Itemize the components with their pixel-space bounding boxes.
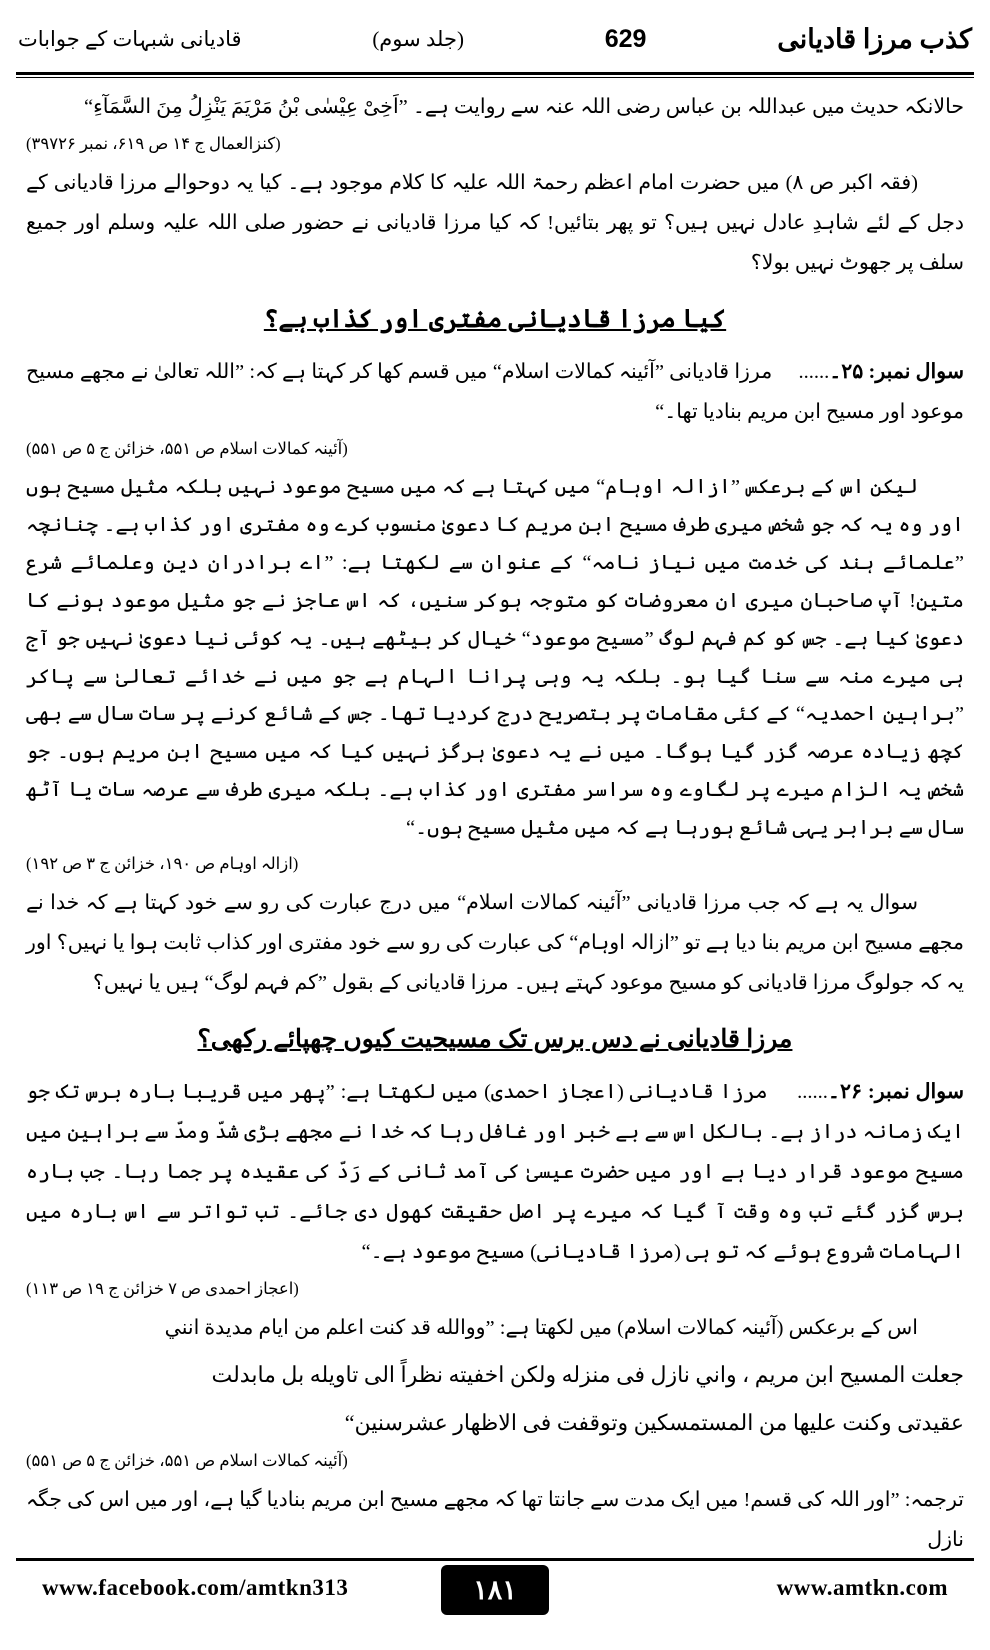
reference-aina-kamalat-1: (آئینہ کمالات اسلام ص ۵۵۱، خزائن ج ۵ ص ۵۵۱)	[26, 438, 348, 458]
reference-kanzul-ummal: (کنزالعمال ج ۱۴ ص ۶۱۹، نمبر ۳۹۷۲۶)	[26, 133, 281, 153]
page-header	[18, 8, 972, 70]
footer-website-link[interactable]: www.amtkn.com	[776, 1575, 948, 1600]
reference-izala-awham: (ازالہ اوہام ص ۱۹۰، خزائن ج ۳ ص ۱۹۲)	[26, 854, 299, 874]
paragraph-analysis: سوال یہ ہے کہ جب مرزا قادیانی ”آئینہ کمالات اسلام“ میں درج عبارت کی رو سے خود کہتا ہے کہ خدا نے مجھے مسیح ابن مریم بنا دیا ہے تو ”ازالہ اوہام“ کی عبارت کی رو سے خود مفتری اور کذاب ثابت ہوا یا نہیں؟ اور یہ کہ جولوگ مرزا قادیانی کو مسیح موعود کہتے ہیں۔ مرزا قادیانی کے بقول ”کم فہم لوگ“ ہیں یا نہیں؟	[26, 892, 964, 995]
arabic-quote-line-1: جعلت المسيح ابن مريم ، واني نازل فى منزله ولكن اخفيته نظراً الى تاويله بل مابدلت	[211, 1361, 964, 1387]
footer-page-number: ۱۸۱	[441, 1565, 549, 1615]
arabic-quote-line-2: عقيدتى وكنت عليها من المستمسكين وتوقفت فى الاظهار عشرسنين“	[344, 1409, 964, 1435]
paragraph-aina-kamalat-intro: اس کے برعکس (آئینہ کمالات اسلام) میں لکھتا ہے: ”ووالله قد كنت اعلم من ايام مديدة انني	[164, 1316, 918, 1339]
page-body	[26, 88, 964, 1561]
question-26-text: مرزا قادیانی (اعجاز احمدی) میں لکھتا ہے: ”پھر میں قریبا بارہ برس تک جو ایک زمانہ دراز ہے۔ بالکل اس سے بے خبر اور غافل رہا کہ خدا نے مجھے بڑی شدّ ومدّ سے براہین میں مسیح موعود قرار دیا ہے اور میں حضرت عیسیٰ کی آمد ثانی کے رَدّ کی عقیدہ پر جما رہا۔ جب بارہ برس گزر گئے تب وہ وقت آ گیا کہ میرے پر اصل حقیقت کھول دی جائے۔ تب تواتر سے اس بارہ میں الہامات شروع ہوئے کہ تو ہی (مرزا قادیانی) مسیح موعود ہے۔“	[26, 1080, 964, 1263]
section-heading-masihiyat: مرزا قادیانی نے دس برس تک مسیحیت کیوں چھپائے رکھی؟	[197, 1026, 793, 1054]
reference-aijaz-ahmadi: (اعجاز احمدی ص ۷ خزائن ج ۱۹ ص ۱۱۳)	[26, 1278, 299, 1298]
paragraph-translation: ترجمہ: ”اور اللہ کی قسم! میں ایک مدت سے جانتا تھا کہ مجھے مسیح ابن مریم بنادیا گیا ہے، اور میں اس کی جگہ نازل	[26, 1489, 964, 1552]
header-page-number: 629	[604, 24, 647, 53]
header-series-title: قادیانی شبہات کے جوابات	[18, 26, 242, 51]
section-heading-muftari: کیا مرزا قادیانی مفتری اور کذاب ہے؟	[263, 306, 727, 334]
question-25: سوال نمبر: ۲۵۔...... مرزا قادیانی ”آئینہ کمالات اسلام“ میں قسم کھا کر کہتا ہے کہ: ”اللہ تعالیٰ نے مجھے مسیح موعود اور مسیح ابن مریم بنادیا تھا۔“	[26, 360, 964, 423]
header-book-title: كذب مرزا قادیانی	[777, 23, 972, 54]
page-footer	[0, 1558, 990, 1650]
footer-facebook-link[interactable]: www.facebook.com/amtkn313	[42, 1575, 349, 1600]
header-volume: (جلد سوم)	[372, 26, 464, 51]
header-divider-thick	[16, 72, 974, 75]
question-25-label: سوال نمبر: ۲۵۔	[829, 360, 964, 383]
reference-aina-kamalat-2: (آئینہ کمالات اسلام ص ۵۵۱، خزائن ج ۵ ص ۵۵۱)	[26, 1450, 348, 1470]
paragraph-izala-awham: لیکن اس کے برعکس ”ازالہ اوہام“ میں کہتا ہے کہ میں مسیح موعود نہیں بلکہ مثیل مسیح ہوں اور وہ یہ کہ جو شخص میری طرف مسیح ابن مریم کا دعویٰ منسوب کرے وہ مفتری اور کذاب ہے۔ چنانچہ ”علمائے ہند کی خدمت میں نیاز نامہ“ کے عنوان سے لکھتا ہے: ”اے برادران دین وعلمائے شرع متین! آپ صاحبان میری ان معروضات کو متوجہ ہوکر سنیں، کہ اس عاجز نے جو مثیل موعود ہونے کا دعویٰ کیا ہے۔ جس کو کم فہم لوگ ”مسیح موعود“ خیال کر بیٹھے ہیں۔ یہ کوئی نیا دعویٰ نہیں جو آج ہی میرے منہ سے سنا گیا ہو۔ بلکہ یہ وہی پرانا الہام ہے جو میں نے خدائے تعالیٰ سے پاکر ”براہین احمدیہ“ کے کئی مقامات پر بتصریح درج کردیا تھا۔ جس کے شائع کرنے پر سات سال سے بھی کچھ زیادہ عرصہ گزر گیا ہوگا۔ میں نے یہ دعویٰ ہرگز نہیں کیا کہ میں مسیح ابن مریم ہوں۔ جو شخص یہ الزام میرے پر لگاوے وہ سراسر مفتری اور کذاب ہے۔ بلکہ میری طرف سے عرصہ سات یا آٹھ سال سے برابر یہی شائع ہورہا ہے کہ میں مثیل مسیح ہوں۔“	[26, 475, 965, 840]
paragraph-fiqh-akbar: (فقہ اکبر ص ۸) میں حضرت امام اعظم رحمۃ اللہ علیہ کا کلام موجود ہے۔ کیا یہ دوحوالے مرزا قادیانی کے دجل کے لئے شاہدِ عادل نہیں ہیں؟ تو پھر بتائیں! کہ کیا مرزا قادیانی نے حضور صلی اللہ علیہ وسلم اور جمیع سلف پر جھوٹ نہیں بولا؟	[26, 172, 964, 275]
header-divider-thin	[16, 77, 974, 78]
question-26: سوال نمبر: ۲۶۔...... مرزا قادیانی (اعجاز احمدی) میں لکھتا ہے: ”پھر میں قریبا بارہ برس تک جو ایک زمانہ دراز ہے۔ بالکل اس سے بے خبر اور غافل رہا کہ خدا نے مجھے بڑی شدّ ومدّ سے براہین میں مسیح موعود قرار دیا ہے اور میں حضرت عیسیٰ کی آمد ثانی کے رَدّ کی عقیدہ پر جما رہا۔ جب بارہ برس گزر گئے تب وہ وقت آ گیا کہ میرے پر اصل حقیقت کھول دی جائے۔ تب تواتر سے اس بارہ میں الہامات شروع ہوئے کہ تو ہی (مرزا قادیانی) مسیح موعود ہے۔“	[26, 1080, 964, 1263]
question-26-label: سوال نمبر: ۲۶۔	[827, 1080, 964, 1103]
paragraph-hadith: حالانکہ حدیث میں عبداللہ بن عباس رضی اللہ عنہ سے روایت ہے۔ ”اَخِیْ عِیْسٰی بْنُ مَرْیَمَ یَنْزِلُ مِنَ السَّمَآءِ“	[83, 96, 964, 118]
question-25-text: مرزا قادیانی ”آئینہ کمالات اسلام“ میں قسم کھا کر کہتا ہے کہ: ”اللہ تعالیٰ نے مجھے مسیح موعود اور مسیح ابن مریم بنادیا تھا۔“	[26, 360, 964, 423]
